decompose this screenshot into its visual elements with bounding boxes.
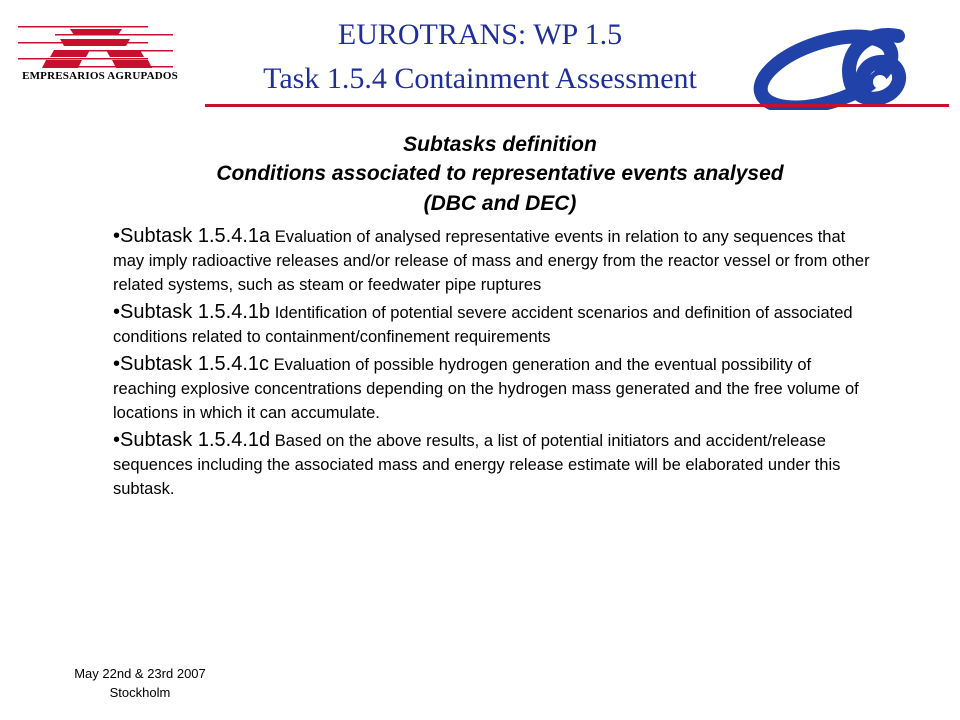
bullet: •	[113, 353, 121, 375]
bullet: •	[113, 225, 121, 247]
slide-subtitle: Task 1.5.4 Containment Assessment	[263, 62, 697, 95]
subtask-description: Identification of potential severe accident scenarios and definition of associated conditions related to containment/confinement requirements	[113, 304, 853, 346]
section-subheading-scope: (DBC and DEC)	[423, 192, 577, 215]
subtask-description: Evaluation of analysed representative events in relation to any sequences that may imply radioactive releases and/or release of mass and energy from the reactor vessel or from other related systems, such as steam or feedwater pipe ruptures	[113, 228, 870, 294]
bullet: •	[113, 429, 121, 451]
subtask-list	[113, 224, 873, 504]
section-heading: Subtasks definition	[403, 133, 597, 156]
section-subheading: Conditions associated to representative events analysed	[216, 162, 784, 185]
subtask-description: Evaluation of possible hydrogen generation and the eventual possibility of reaching explosive concentrations depending on the hydrogen mass generated and the free volume of locations in which it can accumulate.	[113, 356, 859, 422]
footer-location: Stockholm	[109, 685, 171, 700]
subtask-description: Based on the above results, a list of potential initiators and accident/release sequences including the associated mass and energy release estimate will be elaborated under this subtask.	[113, 432, 841, 498]
subtask-code: Subtask 1.5.4.1a	[120, 225, 271, 247]
slide-title: EUROTRANS: WP 1.5	[337, 18, 623, 51]
subtask-code: Subtask 1.5.4.1d	[120, 429, 271, 451]
bullet: •	[113, 301, 121, 323]
subtask-code: Subtask 1.5.4.1b	[120, 301, 271, 323]
footer	[60, 664, 220, 702]
footer-date: May 22nd & 23rd 2007	[74, 666, 206, 681]
ea-logo-mark-icon	[10, 26, 190, 70]
header-divider	[205, 104, 949, 107]
subtask-item	[113, 224, 873, 297]
subtask-item	[113, 428, 873, 501]
fp6-logo	[748, 22, 944, 110]
subtask-item	[113, 352, 873, 425]
subtask-item	[113, 300, 873, 349]
empresarios-agrupados-logo	[10, 26, 190, 92]
subtask-code: Subtask 1.5.4.1c	[120, 353, 269, 375]
company-logo-text: EMPRESARIOS AGRUPADOS	[22, 70, 178, 82]
fp6-logo-icon	[748, 22, 944, 110]
